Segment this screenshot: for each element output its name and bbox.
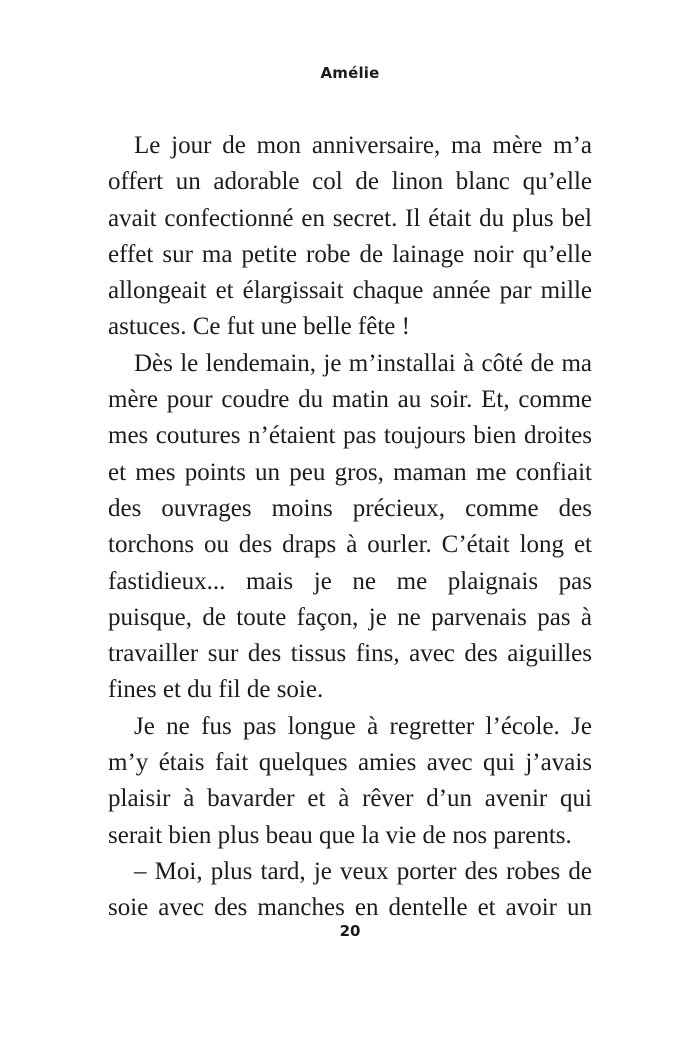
paragraph-dialogue: – Moi, plus tard, je veux porter des robes de soie avec des manches en dentelle et avoir un	[108, 857, 592, 922]
page-number: 20	[339, 922, 361, 940]
paragraph: Je ne fus pas longue à regretter l’école. Je m’y étais fait quelques amies avec qui j’avais plaisir à bavarder et à rêver d’un avenir qui serait bien plus beau que la vie de nos parents.	[108, 712, 592, 849]
page-body	[108, 128, 592, 927]
running-title: Amélie	[320, 64, 380, 82]
paragraph: Le jour de mon anniversaire, ma mère m’a offert un adorable col de linon blanc qu’elle avait confectionné en secret. Il était du plus bel effet sur ma petite robe de lainage noir qu’elle allongeait et élargissait chaque année par mille astuces. Ce fut une belle fête !	[108, 132, 592, 341]
paragraph: Dès le lendemain, je m’installai à côté de ma mère pour coudre du matin au soir. Et, comme mes coutures n’étaient pas toujours bien droites et mes points un peu gros, maman me confiait des ouvrages moins précieux, comme des torchons ou des draps à ourler. C’était long et fastidieux... mais je ne me plaignais pas puisque, de toute façon, je ne parvenais pas à travailler sur des tissus fins, avec des aiguilles fines et du fil de soie.	[108, 349, 592, 704]
